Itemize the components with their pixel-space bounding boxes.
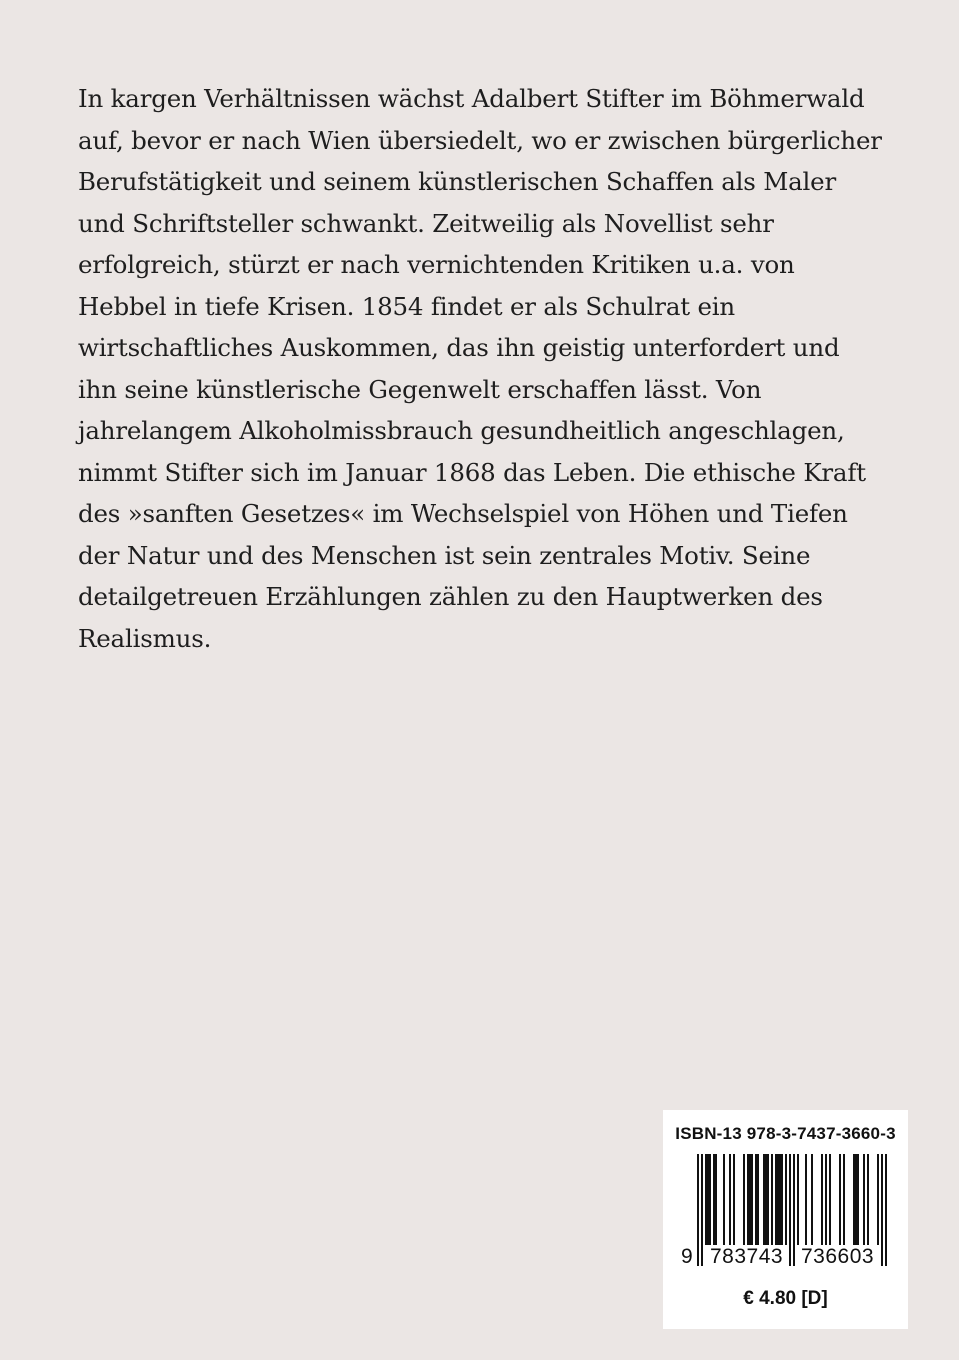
blurb-line: ihn seine künstlerische Gegenwelt erschaffen lässt. Von	[78, 374, 762, 404]
blurb-line: erfolgreich, stürzt er nach vernichtenden Kritiken u.a. von	[78, 250, 795, 279]
blurb-line: jahrelangem Alkoholmissbrauch gesundheitlich angeschlagen,	[78, 416, 845, 445]
barcode-box	[663, 1110, 908, 1329]
blurb-text	[78, 78, 898, 659]
blurb-line: Hebbel in tiefe Krisen. 1854 findet er als Schulrat ein	[78, 291, 735, 321]
barcode-digit-lead: 9	[681, 1245, 694, 1268]
blurb-line: nimmt Stifter sich im Januar 1868 das Leben. Die ethische Kraft	[78, 457, 866, 487]
blurb-line: der Natur und des Menschen ist sein zentrales Motiv. Seine	[78, 540, 811, 570]
blurb-line: wirtschaftliches Auskommen, das ihn geistig unterfordert und	[78, 333, 840, 362]
blurb-line: und Schriftsteller schwankt. Zeitweilig als Novellist sehr	[78, 208, 774, 238]
barcode-digits-left: 783743	[710, 1245, 784, 1268]
blurb-line: detailgetreuen Erzählungen zählen zu den Hauptwerken des	[78, 582, 823, 611]
blurb-line: des »sanften Gesetzes« im Wechselspiel von Höhen und Tiefen	[78, 499, 848, 528]
barcode-digits-right: 736603	[801, 1245, 875, 1268]
blurb-line: Berufstätigkeit und seinem künstlerischen Schaffen als Maler	[78, 167, 836, 196]
price-label: € 4.80 [D]	[743, 1288, 828, 1309]
blurb-line: auf, bevor er nach Wien übersiedelt, wo er zwischen bürgerlicher	[78, 125, 882, 155]
blurb-line: In kargen Verhältnissen wächst Adalbert Stifter im Böhmerwald	[78, 84, 865, 113]
blurb-line: Realismus.	[78, 623, 212, 653]
isbn-label: ISBN-13 978-3-7437-3660-3	[675, 1124, 896, 1143]
